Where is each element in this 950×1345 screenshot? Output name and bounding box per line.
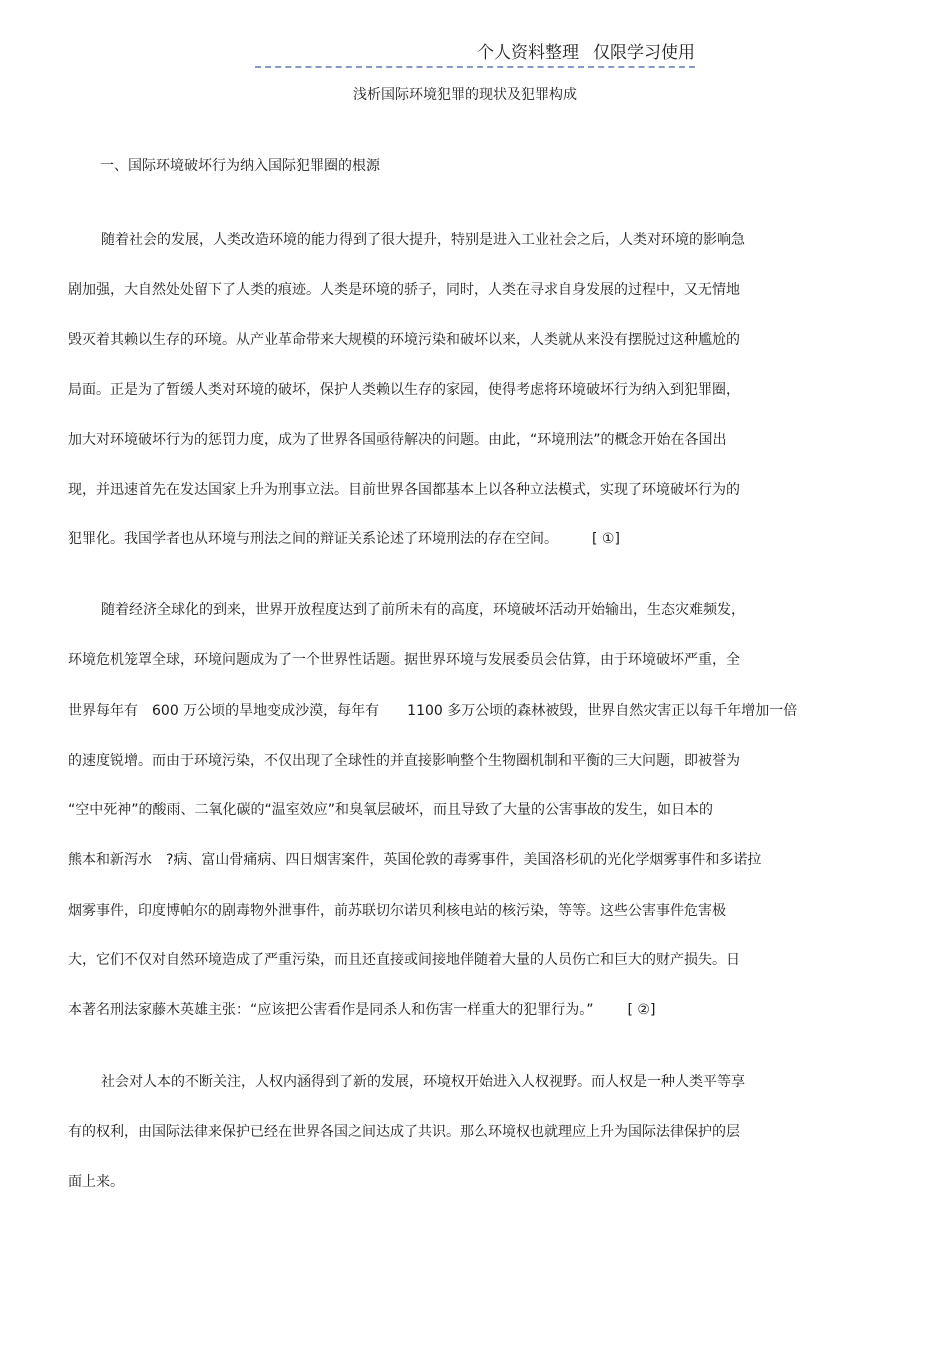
paragraph-line: 面上来。 xyxy=(68,1174,124,1190)
paragraph-line: 现，并迅速首先在发达国家上升为刑事立法。目前世界各国都基本上以各种立法模式，实现了环境破坏行为的 xyxy=(68,482,740,498)
paragraph-line-last xyxy=(68,530,620,548)
paragraph-line: 剧加强，大自然处处留下了人类的痕迹。人类是环境的骄子，同时，人类在寻求自身发展的过程中，又无情地 xyxy=(68,282,740,298)
paragraph-line: 熊本和新泻水 ?病、富山骨痛病、四日烟害案件，英国伦敦的毒雾事件，美国洛杉矶的光化学烟雾事件和多诺拉 xyxy=(68,852,762,868)
citation-marker: [ ②] xyxy=(627,1002,656,1018)
paragraph-line: 社会对人本的不断关注，人权内涵得到了新的发展，环境权开始进入人权视野。而人权是一种人类平等享 xyxy=(101,1074,745,1090)
citation-marker: [ ①] xyxy=(592,531,620,547)
paragraph-line: 随着经济全球化的到来，世界开放程度达到了前所未有的高度，环境破坏活动开始输出，生态灾难频发， xyxy=(101,602,745,618)
paragraph-text: 犯罪化。我国学者也从环境与刑法之间的辩证关系论述了环境刑法的存在空间。 xyxy=(68,531,558,547)
header-text-right: 仅限学习使用 xyxy=(593,43,695,63)
header-text-left: 个人资料整理 xyxy=(477,43,579,63)
document-title: 浅析国际环境犯罪的现状及犯罪构成 xyxy=(353,87,577,103)
paragraph-line: 随着社会的发展，人类改造环境的能力得到了很大提升，特别是进入工业社会之后，人类对环境的影响急 xyxy=(101,232,745,248)
paragraph-text: 本著名刑法家藤木英雄主张：“应该把公害看作是同杀人和伤害一样重大的犯罪行为。” xyxy=(68,1002,594,1018)
paragraph-line: 毁灭着其赖以生存的环境。从产业革命带来大规模的环境污染和破坏以来，人类就从来没有摆脱过这种尴尬的 xyxy=(68,332,740,348)
page-header-watermark xyxy=(255,42,695,68)
paragraph-line: 局面。正是为了暂缓人类对环境的破坏，保护人类赖以生存的家园，使得考虑将环境破坏行为纳入到犯罪圈， xyxy=(68,382,740,398)
paragraph-line: 的速度锐增。而由于环境污染，不仅出现了全球性的并直接影响整个生物圈机制和平衡的三大问题，即被誉为 xyxy=(68,753,740,769)
section-heading: 一、国际环境破坏行为纳入国际犯罪圈的根源 xyxy=(100,158,380,174)
paragraph-line: “空中死神”的酸雨、二氧化碳的“温室效应”和臭氧层破坏，而且导致了大量的公害事故的发生，如日本的 xyxy=(68,802,714,818)
paragraph-line-last xyxy=(68,1001,655,1019)
paragraph-line: 加大对环境破坏行为的惩罚力度，成为了世界各国亟待解决的问题。由此，“环境刑法”的概念开始在各国出 xyxy=(68,432,727,448)
paragraph-line: 世界每年有 600 万公顷的旱地变成沙漠，每年有 1100 多万公顷的森林被毁，世界自然灾害正以每千年增加一倍 xyxy=(68,703,798,719)
paragraph-line: 烟雾事件，印度博帕尔的剧毒物外泄事件，前苏联切尔诺贝利核电站的核污染，等等。这些公害事件危害极 xyxy=(68,903,726,919)
paragraph-line: 大，它们不仅对自然环境造成了严重污染，而且还直接或间接地伴随着大量的人员伤亡和巨大的财产损失。日 xyxy=(68,952,740,968)
paragraph-line: 有的权利，由国际法律来保护已经在世界各国之间达成了共识。那么环境权也就理应上升为国际法律保护的层 xyxy=(68,1124,740,1140)
paragraph-line: 环境危机笼罩全球，环境问题成为了一个世界性话题。据世界环境与发展委员会估算，由于环境破坏严重，全 xyxy=(68,652,740,668)
